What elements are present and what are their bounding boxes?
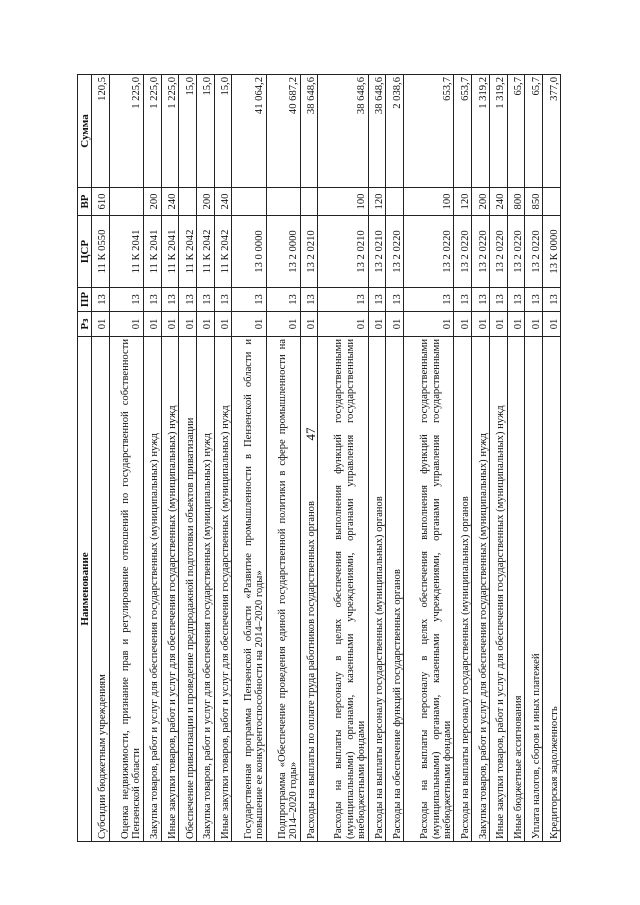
table-row — [368, 75, 386, 842]
row-sum: 377,0 — [543, 75, 561, 188]
row-vr: 850 — [525, 188, 543, 216]
row-csr: 13 2 0210 — [318, 216, 368, 288]
table-row — [179, 75, 197, 842]
header-sum: Сумма — [78, 75, 92, 188]
row-csr: 11 К 2042 — [179, 216, 197, 288]
row-name: Закупка товаров, работ и услуг для обеспечения государственных (муниципальных) нужд — [472, 337, 490, 842]
row-rz: 01 — [232, 312, 266, 337]
row-pr: 13 — [318, 288, 368, 312]
row-sum: 15,0 — [214, 75, 232, 188]
row-vr: 200 — [143, 188, 161, 216]
row-csr: 13 2 0220 — [472, 216, 490, 288]
row-vr: 120 — [454, 188, 472, 216]
row-sum: 2 038,6 — [386, 75, 404, 188]
row-csr: 13 К 0000 — [543, 216, 561, 288]
row-rz: 01 — [300, 312, 318, 337]
budget-table-container — [77, 75, 561, 842]
row-rz: 01 — [454, 312, 472, 337]
row-rz: 01 — [318, 312, 368, 337]
row-name: Кредиторская задолженность — [543, 337, 561, 842]
table-row — [489, 75, 507, 842]
row-csr: 13 2 0220 — [489, 216, 507, 288]
row-vr: 240 — [161, 188, 179, 216]
header-pr: ПР — [78, 288, 92, 312]
row-pr: 13 — [507, 288, 525, 312]
row-csr: 13 2 0220 — [507, 216, 525, 288]
row-name: Расходы на выплаты персоналу государственных (муниципальных) органов — [454, 337, 472, 842]
table-row — [266, 75, 300, 842]
row-csr: 11 К 2042 — [214, 216, 232, 288]
table-body — [92, 75, 561, 842]
row-name: Закупка товаров, работ и услуг для обеспечения государственных (муниципальных) нужд — [196, 337, 214, 842]
header-vr: ВР — [78, 188, 92, 216]
page-number: 47 — [303, 427, 318, 441]
row-pr: 13 — [266, 288, 300, 312]
row-name: Оценка недвижимости, признание прав и регулирование отношений по государственной собственности Пензенской области — [109, 337, 143, 842]
row-vr: 610 — [92, 188, 110, 216]
row-rz: 01 — [109, 312, 143, 337]
row-vr: 240 — [489, 188, 507, 216]
row-pr: 13 — [489, 288, 507, 312]
table-row — [232, 75, 266, 842]
row-vr — [179, 188, 197, 216]
row-vr: 200 — [196, 188, 214, 216]
row-sum: 1 225,0 — [109, 75, 143, 188]
table-row — [318, 75, 368, 842]
row-rz: 01 — [92, 312, 110, 337]
row-vr — [300, 188, 318, 216]
row-rz: 01 — [143, 312, 161, 337]
row-rz: 01 — [386, 312, 404, 337]
table-row — [161, 75, 179, 842]
row-name: Расходы на выплаты персоналу государственных (муниципальных) органов — [368, 337, 386, 842]
row-rz: 01 — [543, 312, 561, 337]
row-sum: 41 064,2 — [232, 75, 266, 188]
table-row — [386, 75, 404, 842]
row-pr: 13 — [368, 288, 386, 312]
row-csr: 13 2 0220 — [386, 216, 404, 288]
header-rz: Рз — [78, 312, 92, 337]
budget-table — [77, 74, 561, 842]
row-sum: 38 648,6 — [368, 75, 386, 188]
table-row — [472, 75, 490, 842]
row-rz: 01 — [214, 312, 232, 337]
row-pr: 13 — [161, 288, 179, 312]
row-sum: 1 319,2 — [472, 75, 490, 188]
row-pr: 13 — [386, 288, 404, 312]
row-pr: 13 — [525, 288, 543, 312]
row-name: Иные закупки товаров, работ и услуг для обеспечения государственных (муниципальных) нужд — [214, 337, 232, 842]
row-sum: 15,0 — [196, 75, 214, 188]
table-row — [543, 75, 561, 842]
table-header-row — [78, 75, 92, 842]
table-row — [214, 75, 232, 842]
row-sum: 1 225,0 — [143, 75, 161, 188]
table-row — [109, 75, 143, 842]
header-csr: ЦСР — [78, 216, 92, 288]
row-rz: 01 — [472, 312, 490, 337]
row-name: Обеспечение приватизации и проведение предпродажной подготовки объектов приватизации — [179, 337, 197, 842]
row-rz: 01 — [179, 312, 197, 337]
row-sum: 38 648,6 — [300, 75, 318, 188]
row-sum: 120,5 — [92, 75, 110, 188]
row-vr — [386, 188, 404, 216]
row-csr: 13 2 0210 — [368, 216, 386, 288]
row-sum: 65,7 — [525, 75, 543, 188]
row-sum: 15,0 — [179, 75, 197, 188]
row-csr: 13 2 0220 — [454, 216, 472, 288]
row-pr: 13 — [92, 288, 110, 312]
row-sum: 65,7 — [507, 75, 525, 188]
row-sum: 653,7 — [454, 75, 472, 188]
table-row — [196, 75, 214, 842]
row-pr: 13 — [300, 288, 318, 312]
row-pr: 13 — [109, 288, 143, 312]
row-pr: 13 — [543, 288, 561, 312]
row-csr: 11 К 0550 — [92, 216, 110, 288]
table-row — [300, 75, 318, 842]
row-sum: 38 648,6 — [318, 75, 368, 188]
row-name: Иные бюджетные ассигнования — [507, 337, 525, 842]
row-vr: 240 — [214, 188, 232, 216]
row-vr — [232, 188, 266, 216]
row-name: Субсидии бюджетным учреждениям — [92, 337, 110, 842]
row-name: Подпрограмма «Обеспечение проведения единой государственной политики в сфере промышленности на 2014–2020 годы» — [266, 337, 300, 842]
row-name: Расходы на выплаты персоналу в целях обеспечения выполнения функций государственными (муниципальными) органами, казенными учреждениями, органами управления государственными внебюджетными фондами — [404, 337, 454, 842]
row-vr — [109, 188, 143, 216]
row-rz: 01 — [196, 312, 214, 337]
table-row — [454, 75, 472, 842]
row-csr: 13 2 0000 — [266, 216, 300, 288]
row-name: Расходы на выплаты персоналу в целях обеспечения выполнения функций государственными (муниципальными) органами, казенными учреждениями, органами управления государственными внебюджетными фондами — [318, 337, 368, 842]
table-row — [404, 75, 454, 842]
table-row — [92, 75, 110, 842]
row-rz: 01 — [161, 312, 179, 337]
row-vr: 120 — [368, 188, 386, 216]
row-pr: 13 — [232, 288, 266, 312]
row-pr: 13 — [143, 288, 161, 312]
row-csr: 13 2 0220 — [525, 216, 543, 288]
row-rz: 01 — [525, 312, 543, 337]
row-name: Закупка товаров, работ и услуг для обеспечения государственных (муниципальных) нужд — [143, 337, 161, 842]
row-csr: 11 К 2041 — [161, 216, 179, 288]
row-sum: 1 225,0 — [161, 75, 179, 188]
row-csr: 13 2 0210 — [300, 216, 318, 288]
row-name: Расходы на обеспечение функций государственных органов — [386, 337, 404, 842]
row-csr: 11 К 2042 — [196, 216, 214, 288]
row-pr: 13 — [179, 288, 197, 312]
row-vr — [543, 188, 561, 216]
row-vr — [266, 188, 300, 216]
row-pr: 13 — [404, 288, 454, 312]
table-row — [525, 75, 543, 842]
row-pr: 13 — [196, 288, 214, 312]
row-rz: 01 — [404, 312, 454, 337]
row-name: Государственная программа Пензенской области «Развитие промышленности в Пензенской области и повышение ее конкурентоспособности на 2014–2020 годы» — [232, 337, 266, 842]
row-sum: 40 687,2 — [266, 75, 300, 188]
row-pr: 13 — [454, 288, 472, 312]
table-row — [507, 75, 525, 842]
row-csr: 11 К 2041 — [109, 216, 143, 288]
row-name: Иные закупки товаров, работ и услуг для обеспечения государственных (муниципальных) нужд — [161, 337, 179, 842]
row-name: Расходы на выплаты по оплате труда работников государственных органов — [300, 337, 318, 842]
row-csr: 13 0 0000 — [232, 216, 266, 288]
row-rz: 01 — [266, 312, 300, 337]
row-name: Иные закупки товаров, работ и услуг для обеспечения государственных (муниципальных) нужд — [489, 337, 507, 842]
row-vr: 200 — [472, 188, 490, 216]
row-name: Уплата налогов, сборов и иных платежей — [525, 337, 543, 842]
header-name: Наименование — [78, 337, 92, 842]
row-rz: 01 — [489, 312, 507, 337]
row-vr: 100 — [404, 188, 454, 216]
row-sum: 1 319,2 — [489, 75, 507, 188]
row-pr: 13 — [214, 288, 232, 312]
row-rz: 01 — [368, 312, 386, 337]
row-pr: 13 — [472, 288, 490, 312]
row-vr: 100 — [318, 188, 368, 216]
table-row — [143, 75, 161, 842]
row-csr: 13 2 0220 — [404, 216, 454, 288]
row-rz: 01 — [507, 312, 525, 337]
row-csr: 11 К 2041 — [143, 216, 161, 288]
row-vr: 800 — [507, 188, 525, 216]
row-sum: 653,7 — [404, 75, 454, 188]
